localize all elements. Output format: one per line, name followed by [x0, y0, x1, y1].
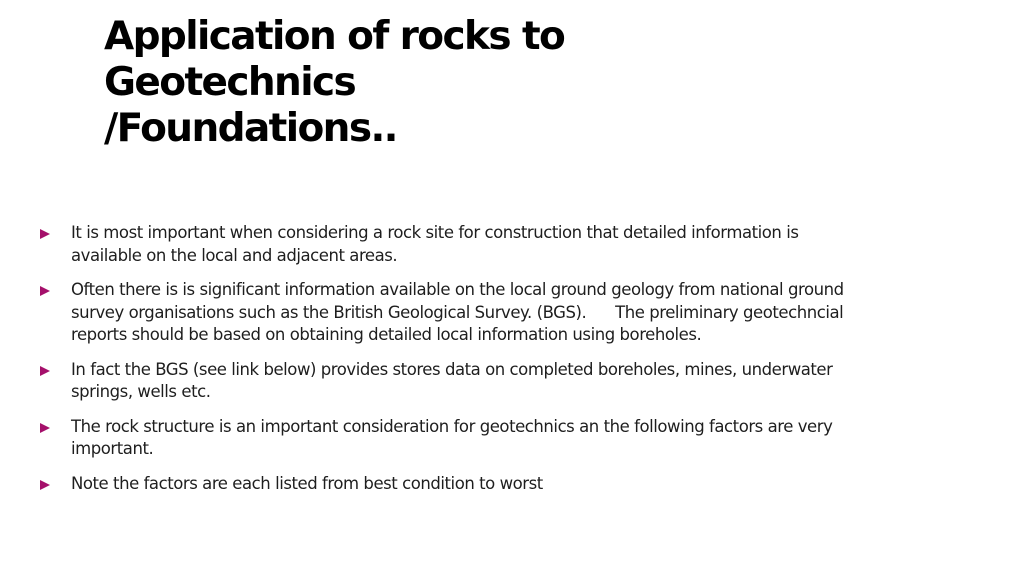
bullet-item — [40, 279, 960, 347]
bullet-line: springs, wells etc. — [71, 382, 211, 401]
title-line: /Foundations.. — [104, 106, 397, 151]
bullet-line: reports should be based on obtaining detailed local information using boreholes. — [71, 325, 702, 344]
bullet-line: important. — [71, 439, 154, 458]
bullet-line: Often there is is significant information available on the local ground geology from national ground — [71, 280, 844, 299]
triangle-right-icon — [40, 229, 50, 239]
bullet-item — [40, 222, 960, 267]
triangle-right-icon — [40, 423, 50, 433]
slide-title — [104, 14, 664, 152]
bullet-list — [40, 222, 960, 507]
title-line: Geotechnics — [104, 60, 356, 105]
triangle-right-icon — [40, 286, 50, 296]
bullet-line: In fact the BGS (see link below) provides stores data on completed boreholes, mines, underwater — [71, 359, 833, 379]
bullet-item — [40, 473, 960, 496]
bullet-item — [40, 359, 960, 404]
bullet-item — [40, 416, 960, 461]
bullet-line: The rock structure is an important consideration for geotechnics an the following factors are very — [71, 416, 833, 436]
bullet-line: available on the local and adjacent areas. — [71, 245, 398, 265]
triangle-right-icon — [40, 366, 50, 376]
bullet-line: survey organisations such as the British Geological Survey. (BGS). The preliminary geotechncial — [71, 302, 844, 322]
bullet-line: It is most important when considering a rock site for construction that detailed information is — [71, 223, 799, 242]
title-line: Application of rocks to — [104, 14, 565, 59]
triangle-right-icon — [40, 480, 50, 490]
bullet-line: Note the factors are each listed from best condition to worst — [71, 473, 543, 493]
